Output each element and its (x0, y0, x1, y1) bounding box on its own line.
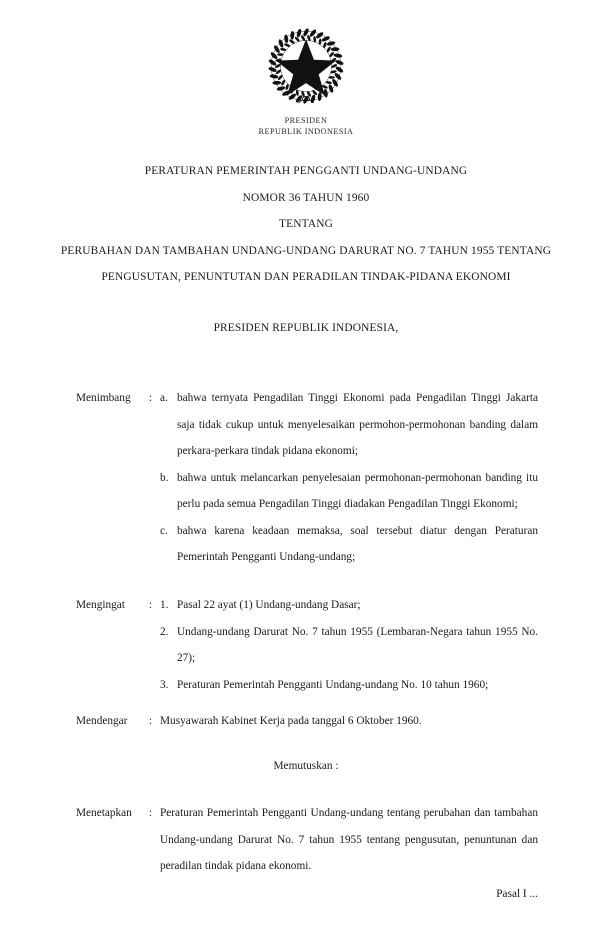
decision-heading: Memutuskan : (273, 760, 339, 772)
list-item-marker: 2. (160, 625, 169, 638)
clause-label-considering-colon: : (148, 392, 152, 404)
clause-enacting (76, 800, 538, 880)
clause-body-hearing (160, 708, 580, 735)
clause-label-considering-text: Menimbang (76, 392, 131, 404)
document-title-block (56, 158, 556, 291)
list-item-text: bahwa untuk melancarkan penyelesaian permohonan-permohonan banding itu perlu pada semua Pengadilan Tinggi diadakan Pengadilan Tinggi Ekonomi; (177, 471, 538, 510)
clause-body-recalling (160, 592, 538, 698)
clause-label-hearing-text: Mendengar (76, 715, 128, 727)
list-item-marker: b. (160, 471, 169, 484)
list-item (160, 672, 538, 699)
list-item-marker: 3. (160, 678, 169, 691)
clause-label-considering (76, 385, 152, 412)
list-item-text: Peraturan Pemerintah Pengganti Undang-undang No. 10 tahun 1960; (177, 678, 489, 691)
list-item-marker: 1. (160, 599, 169, 611)
presidential-seal-star-wreath-icon (264, 24, 348, 108)
title-line-subject: PERUBAHAN DAN TAMBAHAN UNDANG-UNDANG DARURAT NO. 7 TAHUN 1955 TENTANG PENGUSUTAN, PENUNTUTAN DAN PERADILAN TINDAK-PIDANA EKONOMI (60, 244, 552, 283)
clause-considering (76, 385, 538, 571)
clause-label-recalling (76, 592, 152, 619)
list-item (160, 619, 538, 672)
list-item (160, 385, 538, 465)
clause-label-recalling-colon: : (148, 599, 152, 611)
list-item-marker: a. (160, 392, 168, 404)
emblem-caption (0, 115, 612, 137)
list-item (160, 592, 538, 619)
emblem-block (0, 24, 612, 137)
clause-body-enacting (160, 800, 538, 880)
title-line-regulation-type: PERATURAN PEMERINTAH PENGGANTI UNDANG-UNDANG (144, 165, 468, 177)
clause-label-hearing (76, 708, 152, 735)
clause-enacting-text: Peraturan Pemerintah Pengganti Undang-undang tentang perubahan dan tambahan Undang-undang Darurat No. 7 tahun 1955 tentang pengusutan, penuntunan dan peradilan tindak pidana ekonomi. (160, 807, 538, 872)
list-item-marker: c. (160, 524, 168, 537)
title-line-about: TENTANG (279, 218, 333, 230)
footer-continuation-note: Pasal I ... (496, 888, 538, 900)
list-item-text: bahwa ternyata Pengadilan Tinggi Ekonomi pada Pengadilan Tinggi Jakarta saja tidak cukup untuk menyelesaikan permohon-permohonan banding dalam perkara-perkara tindak pidana ekonomi; (177, 392, 538, 457)
emblem-caption-line1: PRESIDEN (284, 116, 328, 125)
clause-label-enacting-colon: : (148, 807, 152, 819)
clause-label-recalling-text: Mengingat (76, 599, 125, 611)
clause-body-considering (160, 385, 538, 571)
list-item (160, 518, 538, 571)
title-line-number: NOMOR 36 TAHUN 1960 (242, 191, 370, 204)
list-item (160, 465, 538, 518)
emblem-caption-line2: REPUBLIK INDONESIA (258, 127, 354, 136)
clause-hearing (76, 708, 538, 735)
clause-label-enacting (76, 800, 152, 827)
list-item-text: bahwa karena keadaan memaksa, soal tersebut diatur dengan Peraturan Pemerintah Pengganti Undang-undang; (177, 524, 538, 563)
clause-label-enacting-text: Menetapkan (76, 807, 132, 819)
clause-hearing-text: Musyawarah Kabinet Kerja pada tanggal 6 Oktober 1960. (160, 715, 422, 727)
clause-label-hearing-colon: : (148, 715, 152, 727)
list-item-text: Pasal 22 ayat (1) Undang-undang Dasar; (177, 599, 361, 611)
list-item-text: Undang-undang Darurat No. 7 tahun 1955 (Lembaran-Negara tahun 1955 No. 27); (177, 625, 538, 664)
clause-recalling (76, 592, 538, 698)
opening-heading: PRESIDEN REPUBLIK INDONESIA, (213, 322, 399, 334)
